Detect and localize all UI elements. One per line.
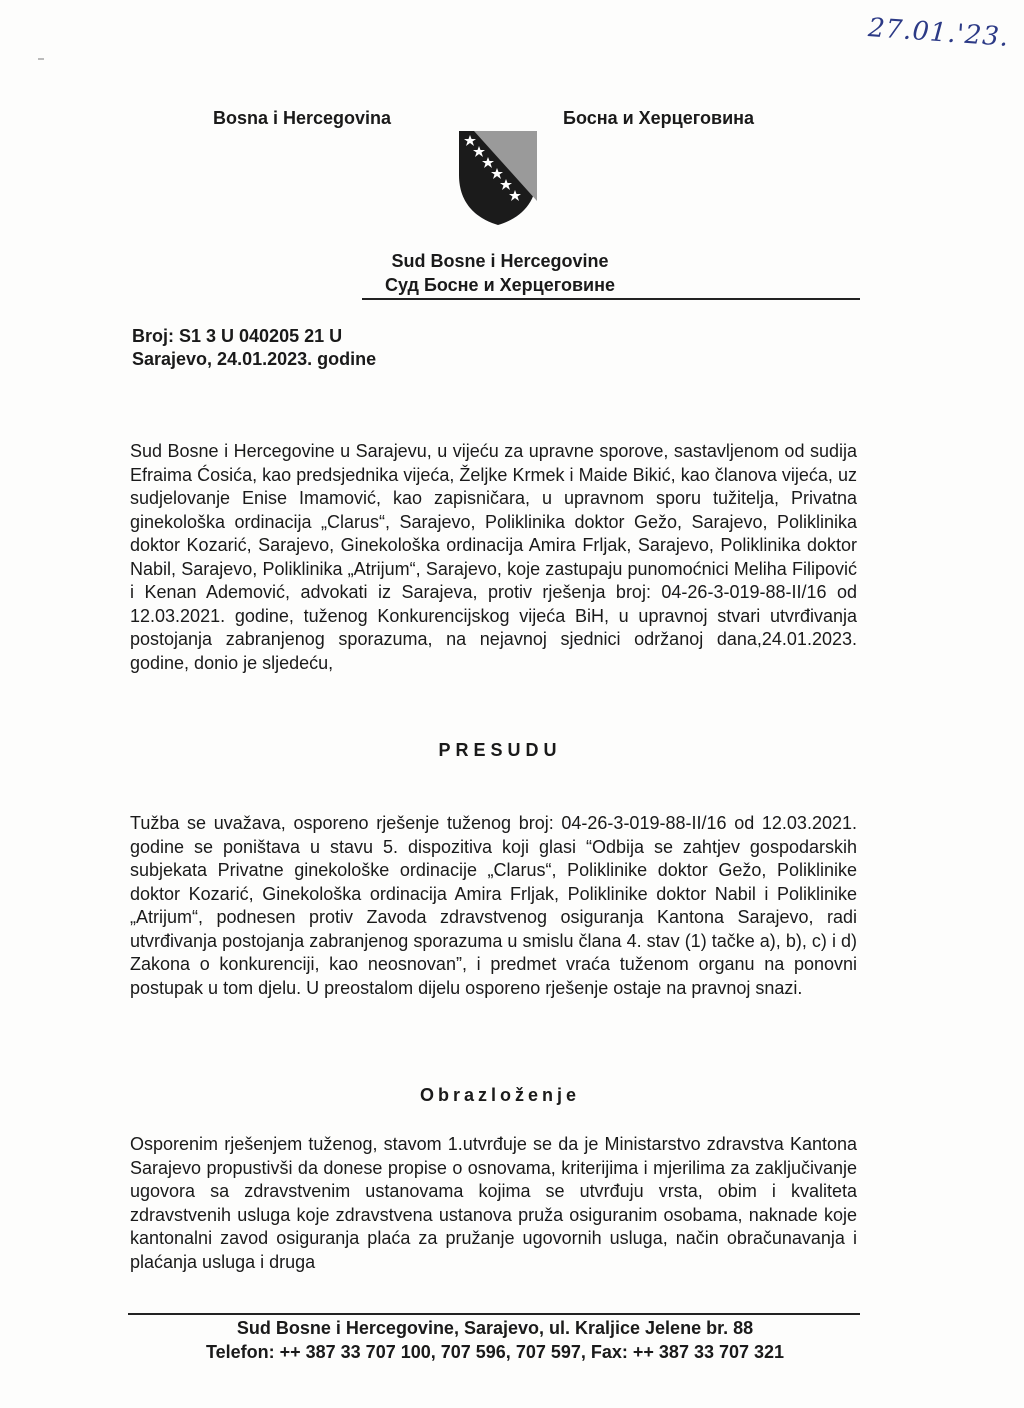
scan-mark <box>38 58 44 60</box>
coat-of-arms-icon <box>456 127 540 227</box>
verdict-title: PRESUDU <box>438 740 562 760</box>
header-divider <box>362 298 860 300</box>
court-name-latin: Sud Bosne i Hercegovine <box>391 251 609 271</box>
reasoning-title: Obrazloženje <box>419 1085 581 1105</box>
case-place-date: Sarajevo, 24.01.2023. godine <box>132 349 377 369</box>
intro-paragraph: Sud Bosne i Hercegovine u Sarajevu, u vijeću za upravne sporove, sastavljenom od sudija Efraima Ćosića, kao predsjednika vijeća, Željke Krmek i Maide Bikić, kao članova vijeća, uz sudjelovanje Enise Imamović, kao zapisničara, u upravnom sporu tužitelja, Privatna ginekološka ordinacija „Clarus“, Sarajevo, Poliklinika doktor Gežo, Sarajevo, Poliklinika doktor Kozarić, Sarajevo, Ginekološka ordinacija Amira Frljak, Sarajevo, Poliklinika doktor Nabil, Sarajevo, Poliklinika „Atrijum“, Sarajevo, koje zastupaju punomoćnici Meliha Filipović i Kenan Ademović, advokati iz Sarajeva, protiv rješenja broj: 04-26-3-019-88-II/16 od 12.03.2021. godine, tuženog Konkurencijskog vijeća BiH, u upravnoj stvari utvrđivanja postojanja zabranjenog sporazuma, na nejavnoj sjednici održanoj dana,24.01.2023. godine, donio je sljedeću, <box>130 441 857 673</box>
footer-address: Sud Bosne i Hercegovine, Sarajevo, ul. Kraljice Jelene br. 88 <box>236 1318 754 1338</box>
verdict-paragraph: Tužba se uvažava, osporeno rješenje tuženog broj: 04-26-3-019-88-II/16 od 12.03.2021. godine se poništava u stavu 5. dispozitiva koji glasi “Odbija se zahtjev gospodarskih subjekata Privatne ginekološke ordinacije „Clarus“, Poliklinike doktor Gežo, Poliklinike doktor Kozarić, Ginekološka ordinacija Amira Frljak, Poliklinike doktor Nabil i Poliklinike „Atrijum“, podnesen protiv Zavoda zdravstvenog osiguranja Kantona Sarajevo, radi utvrđivanja postojanja zabranjenog sporazuma u smislu člana 4. stav (1) tačke a), b), c) i d) Zakona o konkurenciji, kao neosnovan”, i predmet vraća tuženom organu na ponovni postupak u tom djelu. U preostalom dijelu osporeno rješenje ostaje na pravnoj snazi. <box>130 813 857 998</box>
footer-contact: Telefon: ++ 387 33 707 100, 707 596, 707 597, Fax: ++ 387 33 707 321 <box>205 1342 785 1362</box>
header-country-cyrillic: Босна и Херцеговина <box>563 108 755 128</box>
header-country-latin: Bosna i Hercegovina <box>213 108 392 128</box>
footer-divider <box>128 1313 860 1315</box>
case-number: Broj: S1 3 U 040205 21 U <box>132 326 343 346</box>
reasoning-paragraph: Osporenim rješenjem tuženog, stavom 1.utvrđuje se da je Ministarstvo zdravstva Kantona Sarajevo propustivši da donese propise o osnovama, kriterijima i mjerilima za zaključivanje ugovora sa zdravstvenim ustanovama kojima se utvrđuju vrsta, obim i kvaliteta zdravstvenih usluga koje zdravstvena ustanova pruža osiguranim osobama, naknade koje kantonalni zavod osiguranja plaća za pružanje ugovornih usluga, način obračunavanja i plaćanja usluga i druga <box>130 1134 857 1272</box>
handwritten-date: 27.01.'23. <box>867 13 1011 53</box>
court-name-cyrillic: Суд Босне и Херцеговине <box>384 275 615 295</box>
